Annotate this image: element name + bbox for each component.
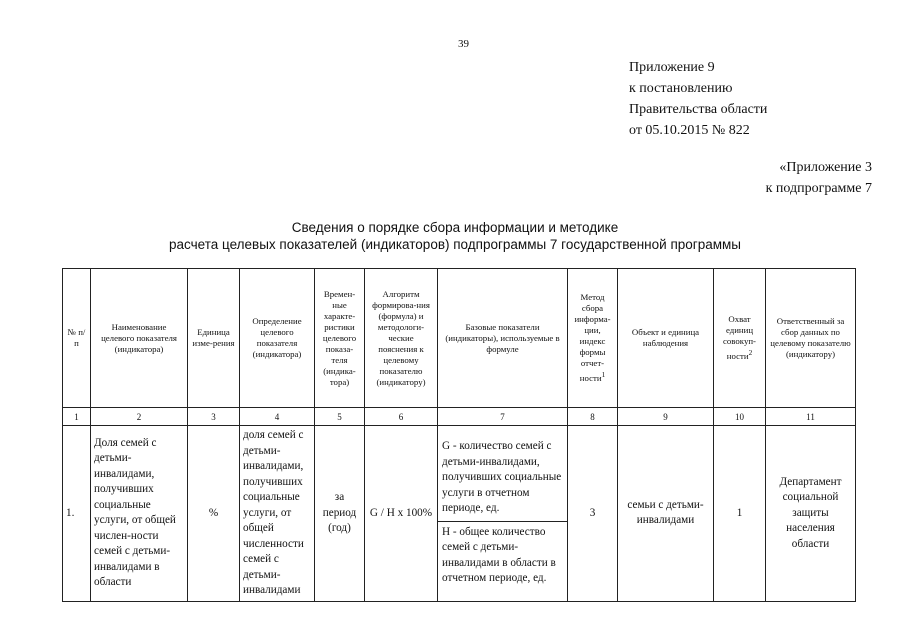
page-number: 39 <box>458 38 469 50</box>
sub-appendix-line: к подпрограмме 7 <box>765 181 872 196</box>
title-line: расчета целевых показателей (индикаторов) подпрограммы 7 государственной программы <box>169 237 741 252</box>
method-cell: 3 <box>568 426 618 602</box>
appendix-line: Приложение 9 <box>629 60 715 75</box>
header-cell <box>568 269 618 408</box>
column-number: 9 <box>618 408 714 426</box>
header-text: Охват единиц совокуп-ности <box>723 314 756 361</box>
footnote-marker: 1 <box>601 370 606 380</box>
header-cell: Алгоритм формирова-ния (формула) и методологи-ческие пояснения к целевому показателю (индикатору) <box>365 269 438 408</box>
table-row <box>63 426 856 602</box>
indicators-table <box>62 268 856 602</box>
sub-appendix-line: «Приложение 3 <box>779 160 872 175</box>
coverage-cell: 1 <box>714 426 766 602</box>
column-number: 8 <box>568 408 618 426</box>
appendix-line: Правительства области <box>629 102 768 117</box>
period-cell: за период (год) <box>315 426 365 602</box>
base-indicator-g: G - количество семей с детьми-инвалидами, получивших социальные услуги в отчетном периоде, ед. <box>442 440 562 514</box>
object-cell: семьи с детьми-инвалидами <box>618 426 714 602</box>
sub-appendix-block <box>766 157 872 199</box>
column-number: 2 <box>91 408 188 426</box>
header-cell: Единица изме-рения <box>188 269 240 408</box>
unit-cell: % <box>188 426 240 602</box>
header-cell: Объект и единица наблюдения <box>618 269 714 408</box>
header-cell: Базовые показатели (индикаторы), используемые в формуле <box>438 269 568 408</box>
row-number: 1. <box>63 426 91 602</box>
base-indicator-h: H - общее количество семей с детьми-инвалидами в области в отчетном периоде, ед. <box>438 521 567 591</box>
header-text: Метод сбора информа-ции, индекс формы отчет-ности <box>574 292 611 383</box>
formula-cell: G / H x 100% <box>365 426 438 602</box>
appendix-line: к постановлению <box>629 81 733 96</box>
header-cell: Наименование целевого показателя (индикатора) <box>91 269 188 408</box>
title-line: Сведения о порядке сбора информации и методике <box>291 220 619 235</box>
column-number: 10 <box>714 408 766 426</box>
column-number-row <box>63 408 856 426</box>
header-cell: Определение целевого показателя (индикатора) <box>240 269 315 408</box>
column-number: 4 <box>240 408 315 426</box>
footnote-marker: 2 <box>748 348 753 358</box>
base-indicators-cell <box>438 426 568 602</box>
responsible-cell: Департамент социальной защиты населения области <box>766 426 856 602</box>
header-cell: № п/п <box>63 269 91 408</box>
header-cell: Ответственный за сбор данных по целевому показателю (индикатору) <box>766 269 856 408</box>
column-number: 5 <box>315 408 365 426</box>
appendix-block <box>629 57 767 141</box>
column-number: 6 <box>365 408 438 426</box>
column-number: 3 <box>188 408 240 426</box>
header-row <box>63 269 856 408</box>
column-number: 7 <box>438 408 568 426</box>
document-title <box>60 219 850 253</box>
header-cell: Времен-ные характе-ристики целевого показа-теля (индика-тора) <box>315 269 365 408</box>
indicator-name: Доля семей с детьми-инвалидами, получивших социальные услуги, от общей числен-ности семей с детьми-инвалидами в области <box>91 426 188 602</box>
appendix-line: от 05.10.2015 № 822 <box>629 123 750 138</box>
column-number: 1 <box>63 408 91 426</box>
definition-cell: доля семей с детьми-инвалидами, получивших социальные услуги, от общей численности семей с детьми-инвалидами <box>240 426 315 602</box>
header-cell <box>714 269 766 408</box>
column-number: 11 <box>766 408 856 426</box>
